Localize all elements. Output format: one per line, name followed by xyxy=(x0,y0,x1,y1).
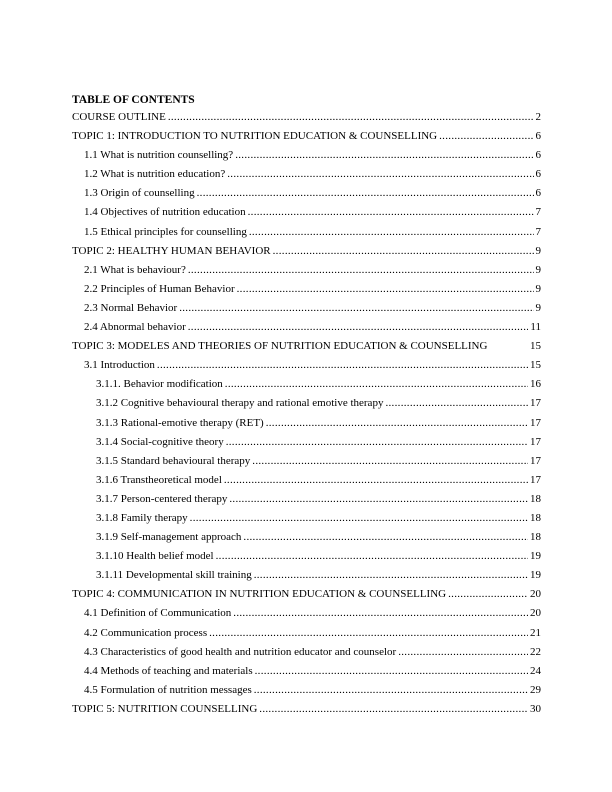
toc-entry-page: 21 xyxy=(530,626,541,639)
toc-entry[interactable] xyxy=(72,320,541,339)
toc-entry-page: 16 xyxy=(530,378,541,391)
toc-entry[interactable] xyxy=(72,587,541,606)
toc-entry[interactable] xyxy=(72,110,541,129)
dot-leader xyxy=(229,492,528,506)
toc-entry-page: 6 xyxy=(535,187,541,200)
dot-leader xyxy=(254,683,528,697)
dot-leader xyxy=(273,244,534,258)
toc-entry[interactable] xyxy=(72,530,541,549)
toc-entry-title: 3.1 Introduction xyxy=(84,359,155,372)
dot-leader xyxy=(266,416,528,430)
toc-entry-title: 4.3 Characteristics of good health and nutrition educator and counselor xyxy=(84,645,397,658)
dot-leader xyxy=(224,473,528,487)
toc-entry-page: 17 xyxy=(530,397,541,410)
toc-entry-page: 29 xyxy=(530,683,541,696)
dot-leader xyxy=(168,110,534,124)
toc-entry-page: 6 xyxy=(535,130,541,143)
toc-entry[interactable] xyxy=(72,377,541,396)
toc-entry-title: 2.4 Abnormal behavior xyxy=(84,321,186,334)
toc-entry-title: TOPIC 5: NUTRITION COUNSELLING xyxy=(72,702,258,715)
toc-entry-title: 3.1.7 Person-centered therapy xyxy=(96,492,228,505)
toc-entry-title: 1.1 What is nutrition counselling? xyxy=(84,149,234,162)
toc-entry[interactable] xyxy=(72,416,541,435)
toc-entry[interactable] xyxy=(72,339,541,358)
dot-leader xyxy=(398,645,528,659)
toc-entry-page: 9 xyxy=(535,244,541,257)
dot-leader xyxy=(259,702,528,716)
toc-title: TABLE OF CONTENTS xyxy=(72,94,195,106)
toc-entry-title: TOPIC 2: HEALTHY HUMAN BEHAVIOR xyxy=(72,244,271,257)
toc-entry[interactable] xyxy=(72,511,541,530)
toc-entry-page: 18 xyxy=(530,492,541,505)
toc-entry-title: 2.2 Principles of Human Behavior xyxy=(84,282,235,295)
toc-entry-page: 15 xyxy=(530,359,541,372)
toc-entry[interactable] xyxy=(72,396,541,415)
dot-leader xyxy=(179,301,533,315)
toc-entry-page: 11 xyxy=(530,321,541,334)
dot-leader xyxy=(235,148,533,162)
toc-entry-title: 3.1.10 Health belief model xyxy=(96,550,214,563)
dot-leader xyxy=(249,225,534,239)
toc-entry-title: 4.4 Methods of teaching and materials xyxy=(84,664,253,677)
toc-entry-page: 17 xyxy=(530,473,541,486)
toc-entry[interactable] xyxy=(72,626,541,645)
toc-entry[interactable] xyxy=(72,205,541,224)
toc-entry-page: 6 xyxy=(535,168,541,181)
dot-leader xyxy=(233,606,528,620)
toc-entry[interactable] xyxy=(72,282,541,301)
dot-leader xyxy=(225,377,528,391)
toc-entry-title: 4.2 Communication process xyxy=(84,626,208,639)
toc-entry-title: 1.2 What is nutrition education? xyxy=(84,168,226,181)
toc-entry-title: 3.1.9 Self-management approach xyxy=(96,531,242,544)
toc-entry-page: 9 xyxy=(535,301,541,314)
dot-leader xyxy=(188,263,534,277)
dot-leader xyxy=(254,568,528,582)
toc-entry-title: TOPIC 1: INTRODUCTION TO NUTRITION EDUCATION & COUNSELLING xyxy=(72,130,438,143)
toc-entry-page: 17 xyxy=(530,435,541,448)
toc-entry-title: 4.5 Formulation of nutrition messages xyxy=(84,683,252,696)
toc-entry-page: 24 xyxy=(530,664,541,677)
toc-entry-page: 18 xyxy=(530,531,541,544)
toc-entry-title: 3.1.8 Family therapy xyxy=(96,511,188,524)
toc-entry-page: 19 xyxy=(530,550,541,563)
toc-entry[interactable] xyxy=(72,568,541,587)
dot-leader xyxy=(385,396,528,410)
dot-leader xyxy=(216,549,528,563)
toc-entry-title: 1.5 Ethical principles for counselling xyxy=(84,225,247,238)
toc-entry-page: 6 xyxy=(535,149,541,162)
toc-entry[interactable] xyxy=(72,148,541,167)
dot-leader xyxy=(243,530,528,544)
dot-leader xyxy=(209,626,528,640)
toc-entry-page: 19 xyxy=(530,569,541,582)
toc-entry-page: 2 xyxy=(535,111,541,123)
toc-entry[interactable] xyxy=(72,244,541,263)
dot-leader xyxy=(448,587,528,601)
toc-entry-page: 30 xyxy=(530,702,541,715)
toc-entry[interactable] xyxy=(72,683,541,702)
dot-leader xyxy=(157,358,528,372)
toc-entry-title: 3.1.2 Cognitive behavioural therapy and rational emotive therapy xyxy=(96,397,384,410)
toc-entry-page: 18 xyxy=(530,511,541,524)
toc-entry-page: 7 xyxy=(535,206,541,219)
toc-entry-page: 7 xyxy=(535,225,541,238)
toc-entry-page: 20 xyxy=(530,588,541,601)
toc-entry-title: 3.1.11 Developmental skill training xyxy=(96,569,252,582)
toc-entry-page: 17 xyxy=(530,416,541,429)
toc-entry-title: 1.3 Origin of counselling xyxy=(84,187,195,200)
toc-entry[interactable] xyxy=(72,454,541,473)
toc-entry[interactable] xyxy=(72,301,541,320)
toc-entry[interactable] xyxy=(72,186,541,205)
toc-entry-title: 3.1.6 Transtheoretical model xyxy=(96,473,222,486)
dot-leader xyxy=(237,282,534,296)
toc-entry-page: 9 xyxy=(535,282,541,295)
toc-entry[interactable] xyxy=(72,167,541,186)
toc-entry[interactable] xyxy=(72,606,541,625)
toc-entry-title: TOPIC 3: MODELES AND THEORIES OF NUTRITION EDUCATION & COUNSELLING xyxy=(72,340,488,353)
dot-leader xyxy=(255,664,528,678)
toc-entry[interactable] xyxy=(72,225,541,244)
toc-entry-title: 1.4 Objectives of nutrition education xyxy=(84,206,246,219)
toc-entry[interactable] xyxy=(72,129,541,148)
toc-entry[interactable] xyxy=(72,645,541,664)
toc-entry-title: COURSE OUTLINE xyxy=(72,111,166,123)
toc-entry[interactable] xyxy=(72,549,541,568)
toc-entry[interactable] xyxy=(72,358,541,377)
dot-leader xyxy=(227,167,533,181)
toc-entry-title: TOPIC 4: COMMUNICATION IN NUTRITION EDUCATION & COUNSELLING xyxy=(72,588,447,601)
dot-leader xyxy=(439,129,533,143)
toc-entry-title: 3.1.4 Social-cognitive theory xyxy=(96,435,224,448)
toc-entry-title: 3.1.5 Standard behavioural therapy xyxy=(96,454,251,467)
toc-entry[interactable] xyxy=(72,263,541,282)
toc-entry-page: 17 xyxy=(530,454,541,467)
dot-leader xyxy=(248,205,534,219)
toc-entry[interactable] xyxy=(72,702,541,721)
toc-entry-title: 2.1 What is behaviour? xyxy=(84,263,186,276)
toc-entry-page: 20 xyxy=(530,607,541,620)
toc-entry-page: 9 xyxy=(535,263,541,276)
toc-entry-page: 22 xyxy=(530,645,541,658)
dot-leader xyxy=(188,320,529,334)
dot-leader xyxy=(190,511,528,525)
toc-entry-title: 2.3 Normal Behavior xyxy=(84,301,178,314)
toc-entry[interactable] xyxy=(72,473,541,492)
dot-leader xyxy=(226,435,528,449)
dot-leader xyxy=(252,454,528,468)
toc-entry-title: 4.1 Definition of Communication xyxy=(84,607,232,620)
toc-entry[interactable] xyxy=(72,492,541,511)
dot-leader xyxy=(197,186,534,200)
table-of-contents xyxy=(72,110,541,721)
toc-entry-title: 3.1.3 Rational-emotive therapy (RET) xyxy=(96,416,264,429)
toc-entry[interactable] xyxy=(72,435,541,454)
toc-entry-page: 15 xyxy=(530,340,541,353)
toc-entry[interactable] xyxy=(72,664,541,683)
toc-entry-title: 3.1.1. Behavior modification xyxy=(96,378,223,391)
